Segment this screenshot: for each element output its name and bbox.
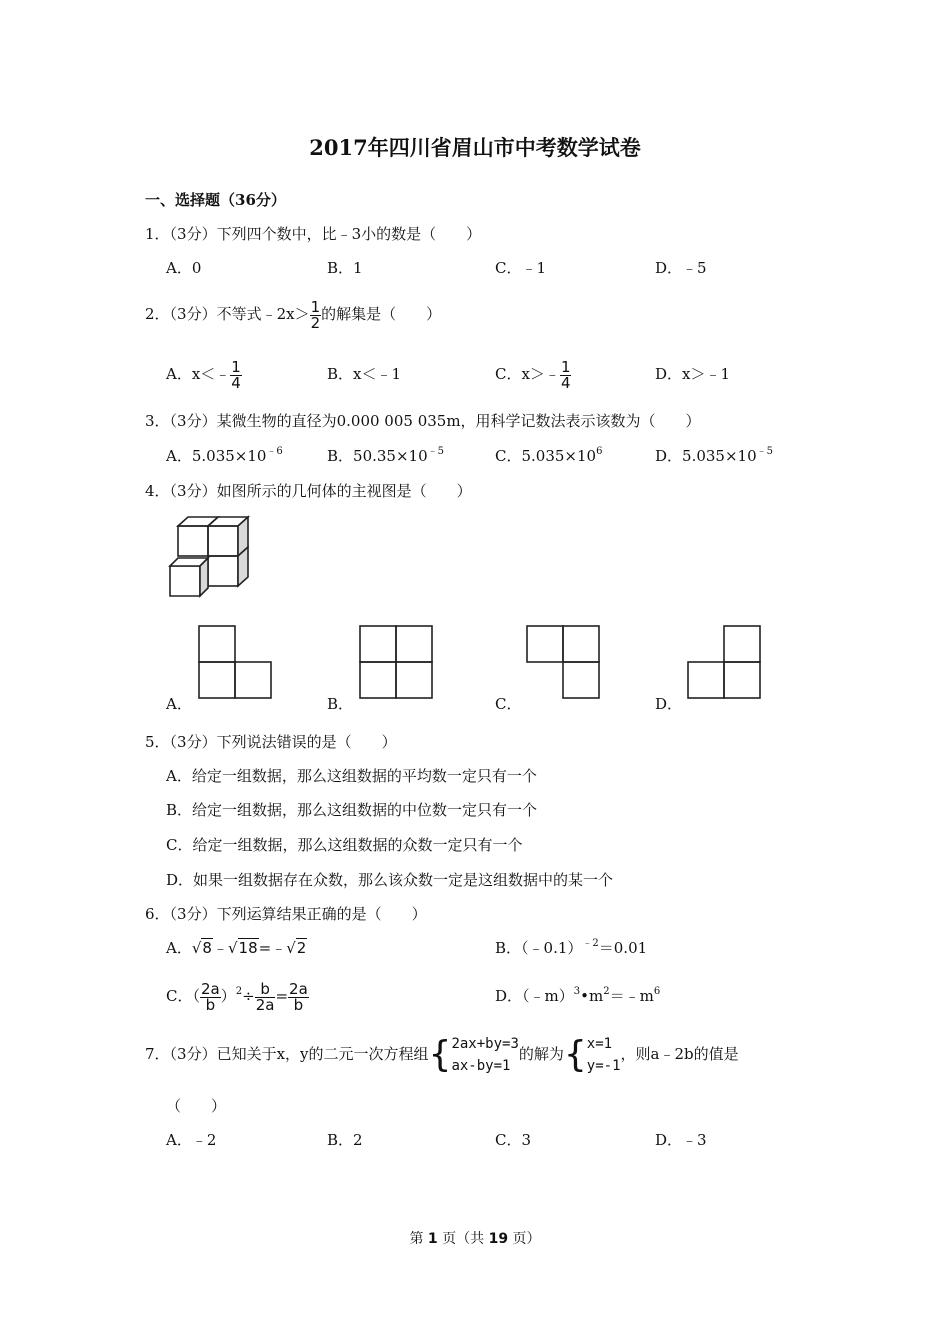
q7-eq2: ax-by=1 [451, 1058, 511, 1074]
q6-d-exp1: 3 [573, 986, 581, 997]
cube-front [170, 566, 200, 596]
q6-a-radicand2: 18 [238, 939, 258, 957]
q5-option-d: D．如果一组数据存在众数，那么该众数一定是这组数据中的某一个 [166, 871, 614, 889]
q4-view-d [687, 625, 762, 699]
q5-stem: 5．（3分）下列说法错误的是（ ） [145, 733, 397, 751]
q3-b-base: B．50.35×10 [327, 447, 428, 465]
q4-option-d: D． [655, 695, 683, 713]
q6-a-radicand1: 8 [202, 939, 212, 957]
q1-option-b: B．1 [327, 259, 363, 277]
q6-d-mid: •m [580, 987, 604, 1005]
q2-stem-tail: 的解集是（ ） [321, 305, 442, 323]
q2-c-text: C．x＞﹣ [495, 365, 560, 383]
q6-a-label: A． [166, 939, 192, 957]
q3-option-b [327, 446, 444, 466]
q6-c-frac3 [288, 979, 309, 1014]
q4-view-a [198, 625, 273, 699]
q4-view-c [526, 625, 601, 699]
footer-total-pages: 19 [488, 1231, 509, 1247]
q2-a-den: 4 [231, 373, 241, 392]
q6-option-a [166, 938, 307, 958]
q5-option-b: B．给定一组数据，那么这组数据的中位数一定只有一个 [166, 801, 538, 819]
q1-stem: 1．（3分）下列四个数中，比﹣3小的数是（ ） [145, 225, 482, 243]
q1-option-d: D．﹣5 [655, 259, 707, 277]
q2-c-fraction [560, 357, 572, 392]
q2-c-den: 4 [560, 373, 571, 392]
q3-b-exp: ﹣5 [427, 446, 444, 457]
q6-d-text: D．（﹣m） [495, 987, 574, 1005]
q4-option-c: C． [495, 695, 522, 713]
q7-system-1 [451, 1033, 518, 1077]
q3-d-base: D．5.035×10 [655, 447, 757, 465]
q3-d-exp: ﹣5 [756, 446, 773, 457]
q2-frac-den: 2 [310, 313, 321, 332]
q3-stem: 3．（3分）某微生物的直径为0.000 005 035m，用科学记数法表示该数为（ ） [145, 412, 701, 430]
q4-solid-figure [160, 510, 255, 602]
q6-c-div: ÷ [242, 987, 255, 1005]
q6-c-n2: b [255, 982, 276, 998]
footer-mid: 页（共 [442, 1231, 485, 1247]
q6-c-label: C．（ [166, 987, 200, 1005]
q3-a-base: A．5.035×10 [166, 447, 267, 465]
cube-front [208, 526, 238, 556]
q5-option-c: C．给定一组数据，那么这组数据的众数一定只有一个 [166, 836, 523, 854]
footer-post: 页） [512, 1231, 541, 1247]
q7-sol2: y=-1 [586, 1058, 621, 1074]
q3-c-exp: 6 [596, 446, 603, 457]
page-title: 2017年四川省眉山市中考数学试卷 [309, 135, 641, 160]
q2-option-b: B．x＜﹣1 [327, 365, 402, 383]
q7-option-b: B．2 [327, 1131, 363, 1149]
cube-side [200, 558, 208, 596]
q7-stem-tail: ，则a﹣2b的值是 [620, 1045, 739, 1063]
q2-a-fraction [230, 357, 242, 392]
q7-stem-text: 7．（3分）已知关于x，y的二元一次方程组 [145, 1045, 429, 1063]
q6-c-eq: = [275, 987, 289, 1005]
page-footer [0, 1229, 950, 1249]
q2-stem [145, 294, 441, 334]
q6-b-exp: ﹣2 [582, 938, 599, 949]
q6-c-n3: 2a [289, 979, 308, 998]
q7-stem-mid: 的解为 [518, 1045, 564, 1063]
q6-a-root3: √2 [286, 939, 307, 957]
q1-option-a: A．0 [166, 259, 202, 277]
q2-a-num: 1 [231, 357, 241, 376]
q7-brace-2: { [563, 1034, 587, 1075]
q4-option-a: A． [166, 695, 192, 713]
q6-a-root2: √18 [227, 939, 258, 957]
q6-c-frac2 [255, 979, 276, 1014]
q7-sol1: x=1 [586, 1036, 613, 1052]
q6-c-d3: b [293, 995, 304, 1014]
cube-front [208, 556, 238, 586]
q2-option-c [495, 354, 571, 394]
q1-option-c: C．﹣1 [495, 259, 547, 277]
q7-brace-1: { [428, 1034, 452, 1075]
q7-stem [145, 1030, 739, 1078]
q4-view-b [359, 625, 434, 699]
q6-c-frac1 [200, 979, 221, 1014]
q3-a-exp: ﹣6 [266, 446, 283, 457]
q6-stem: 6．（3分）下列运算结果正确的是（ ） [145, 905, 427, 923]
q6-c-n1: 2a [200, 979, 220, 998]
q3-option-a [166, 446, 283, 466]
q3-option-c [495, 446, 602, 466]
q7-option-d: D．﹣3 [655, 1131, 707, 1149]
q6-d-exp2: 2 [603, 986, 610, 997]
q2-stem-text: 2．（3分）不等式﹣2x＞ [145, 305, 310, 323]
q3-c-base: C．5.035×10 [495, 447, 597, 465]
q7-option-a: A．﹣2 [166, 1131, 217, 1149]
q6-a-eq: =﹣ [258, 939, 287, 957]
q6-c-d1: b [205, 995, 216, 1014]
q6-a-root1: √8 [191, 939, 212, 957]
footer-page-number: 1 [427, 1231, 438, 1247]
q6-a-minus: ﹣ [212, 939, 228, 957]
q2-option-d: D．x＞﹣1 [655, 365, 731, 383]
q6-d-eq: ＝﹣m [609, 987, 654, 1005]
q3-option-d [655, 446, 773, 466]
q4-option-b: B． [327, 695, 354, 713]
q6-option-c [166, 976, 309, 1016]
q2-a-text: A．x＜﹣ [166, 365, 231, 383]
q6-c-close: ） [220, 987, 236, 1005]
q6-b-rest: ＝0.01 [598, 939, 648, 957]
q2-fraction [310, 297, 322, 332]
q6-b-text: B．（﹣0.1） [495, 939, 583, 957]
q2-c-num: 1 [560, 357, 571, 376]
q7-option-c: C．3 [495, 1131, 532, 1149]
q5-option-a: A．给定一组数据，那么这组数据的平均数一定只有一个 [166, 767, 537, 785]
q7-eq1: 2ax+by=3 [451, 1036, 519, 1052]
q6-a-radicand3: 2 [296, 939, 307, 957]
q6-option-d [495, 986, 660, 1006]
q7-system-2 [587, 1033, 621, 1077]
q4-stem: 4．（3分）如图所示的几何体的主视图是（ ） [145, 482, 472, 500]
q6-option-b [495, 938, 647, 958]
section-heading: 一、选择题（36分） [145, 191, 286, 209]
q2-frac-num: 1 [310, 297, 321, 316]
q7-answer-paren: （ ） [166, 1097, 227, 1115]
q2-option-a [166, 354, 242, 394]
q6-c-exp: 2 [235, 986, 243, 997]
q6-c-d2: 2a [255, 995, 275, 1014]
footer-pre: 第 [409, 1231, 424, 1247]
q6-d-exp3: 6 [653, 986, 661, 997]
cube-front [178, 526, 208, 556]
